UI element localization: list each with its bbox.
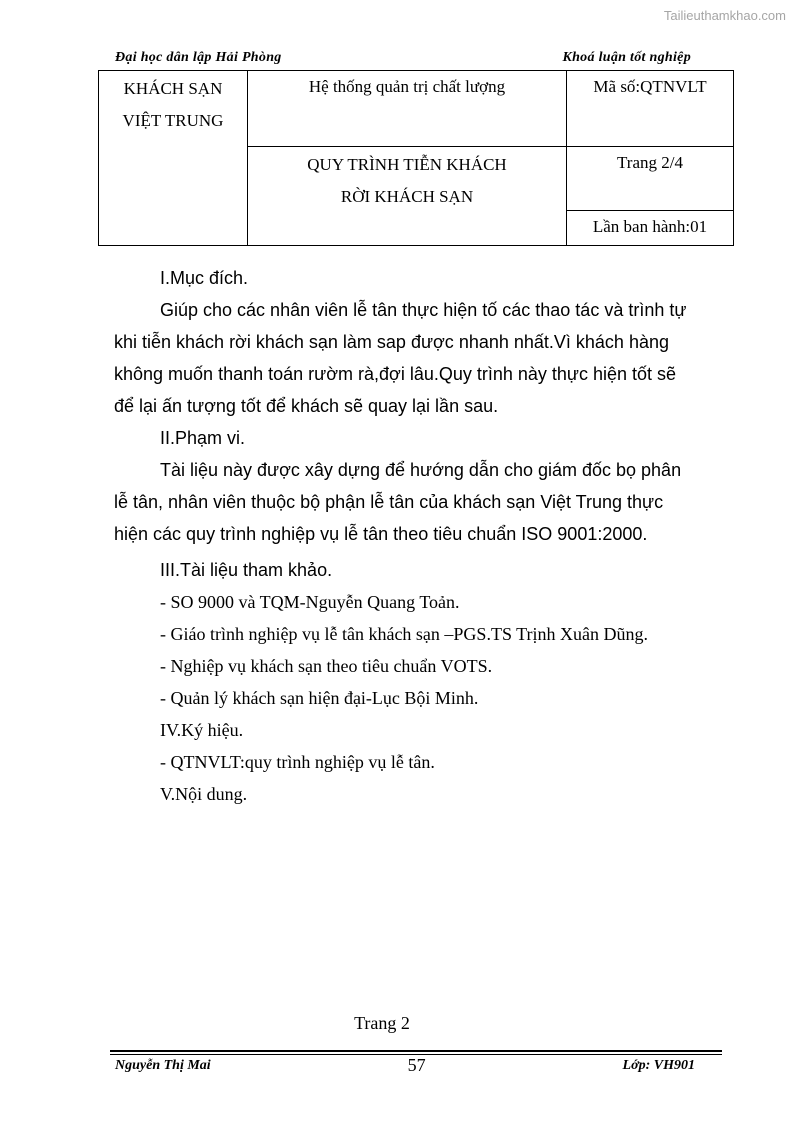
watermark: Tailieuthamkhao.com <box>663 8 786 23</box>
page-of-total: Trang 2/4 <box>617 153 683 172</box>
paragraph-line: lễ tân, nhân viên thuộc bộ phận lễ tân của khách sạn Việt Trung thực <box>114 492 664 512</box>
doc-code: Mã số:QTNVLT <box>593 77 707 96</box>
issue-cell <box>567 211 734 246</box>
company-line-1: KHÁCH SẠN <box>123 79 223 98</box>
company-cell <box>99 71 248 246</box>
section-title: V.Nội dung. <box>160 784 248 804</box>
procedure-line-1: QUY TRÌNH TIỄN KHÁCH <box>307 155 507 174</box>
reference-item: - Giáo trình nghiệp vụ lễ tân khách sạn –PGS.TS Trịnh Xuân Dũng. <box>160 624 648 644</box>
reference-item: - Nghiệp vụ khách sạn theo tiêu chuẩn VOTS. <box>160 656 493 676</box>
company-line-2: VIỆT TRUNG <box>122 111 224 130</box>
footer-author: Nguyễn Thị Mai <box>115 1057 211 1073</box>
procedure-cell <box>248 147 567 246</box>
reference-item: - SO 9000 và TQM-Nguyễn Quang Toản. <box>160 592 460 612</box>
page-cell <box>567 147 734 211</box>
inner-page-label: Trang 2 <box>354 1013 410 1033</box>
paragraph-line: hiện các quy trình nghiệp vụ lễ tân theo tiêu chuẩn ISO 9001:2000. <box>114 524 648 544</box>
document-control-table <box>98 70 734 246</box>
section-title: II.Phạm vi. <box>160 428 246 448</box>
header-thesis: Khoá luận tốt nghiệp <box>562 50 691 65</box>
procedure-line-2: RỜI KHÁCH SẠN <box>340 187 474 206</box>
footer-class: Lớp: VH901 <box>622 1057 695 1073</box>
page-footer <box>115 1055 695 1076</box>
symbol-definition: - QTNVLT:quy trình nghiệp vụ lễ tân. <box>160 752 435 772</box>
paragraph-line: để lại ấn tượng tốt để khách sẽ quay lại lần sau. <box>114 396 499 416</box>
system-cell <box>248 71 567 147</box>
section-title: I.Mục đích. <box>160 268 249 288</box>
page-header <box>115 50 691 66</box>
section-title: IV.Ký hiệu. <box>160 720 244 740</box>
issue-number: Lần ban hành:01 <box>592 217 708 236</box>
paragraph-line: Tài liệu này được xây dựng để hướng dẫn cho giám đốc bọ phân <box>160 460 682 480</box>
footer-rule <box>110 1050 722 1052</box>
header-university: Đại học dân lập Hải Phòng <box>115 50 282 65</box>
paragraph-line: Giúp cho các nhân viên lễ tân thực hiện tố các thao tác và trình tự <box>160 300 687 320</box>
reference-item: - Quản lý khách sạn hiện đại-Lục Bội Minh. <box>160 688 479 708</box>
footer-page-number: 57 <box>407 1055 426 1075</box>
system-title: Hệ thống quản trị chất lượng <box>308 77 506 96</box>
section-title: III.Tài liệu tham khảo. <box>160 560 333 580</box>
paragraph-line: không muốn thanh toán rườm rà,đợi lâu.Quy trình này thực hiện tốt sẽ <box>114 364 677 384</box>
paragraph-line: khi tiễn khách rời khách sạn làm sap được nhanh nhất.Vì khách hàng <box>114 332 669 352</box>
code-cell <box>567 71 734 147</box>
